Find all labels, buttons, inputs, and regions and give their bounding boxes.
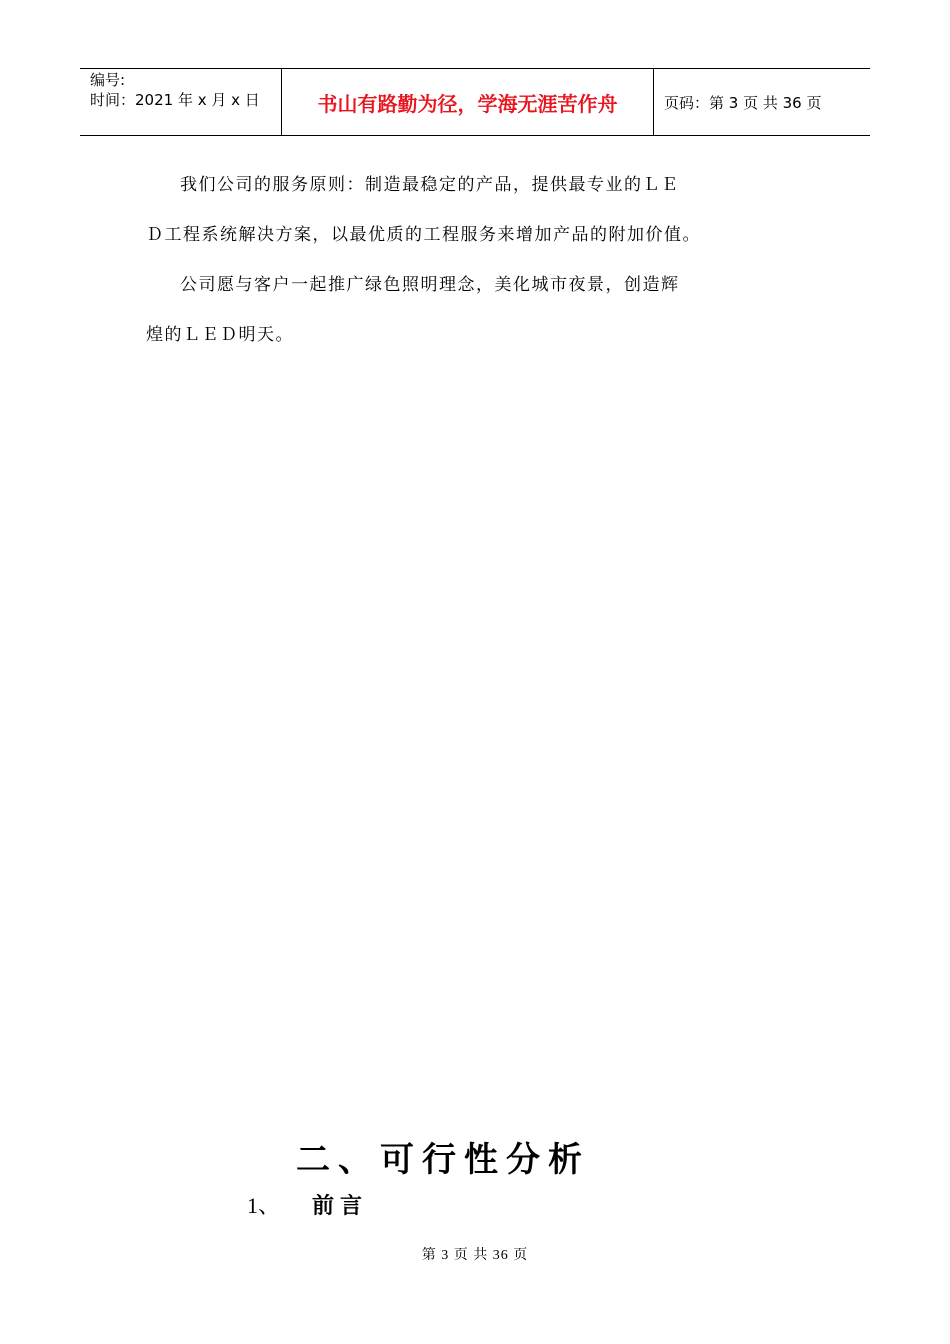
header-left-cell <box>80 69 281 135</box>
paragraph-2-line-2: 煌的ＬＥＤ明天。 <box>146 325 294 345</box>
section-heading: 二、可行性分析 <box>296 1140 590 1180</box>
document-number-label: 编号: <box>90 71 126 89</box>
subsection-number: 1、 <box>247 1193 281 1218</box>
header-right-cell <box>654 69 870 135</box>
paragraph-1-line-2: Ｄ工程系统解决方案，以最优质的工程服务来增加产品的附加价值。 <box>146 225 701 245</box>
page-header <box>80 68 870 136</box>
page-footer: 第 3 页 共 36 页 <box>421 1248 529 1263</box>
header-motto: 书山有路勤为径，学海无涯苦作舟 <box>317 92 618 116</box>
document-date: 时间：2021 年 x 月 x 日 <box>90 91 260 109</box>
header-middle-cell <box>281 69 654 135</box>
paragraph-2-line-1: 公司愿与客户一起推广绿色照明理念，美化城市夜景，创造辉 <box>180 275 680 295</box>
subsection-title: 前言 <box>312 1193 369 1219</box>
header-page-info: 页码：第 3 页 共 36 页 <box>664 94 822 112</box>
paragraph-1-line-1: 我们公司的服务原则：制造最稳定的产品，提供最专业的ＬＥ <box>180 175 680 195</box>
